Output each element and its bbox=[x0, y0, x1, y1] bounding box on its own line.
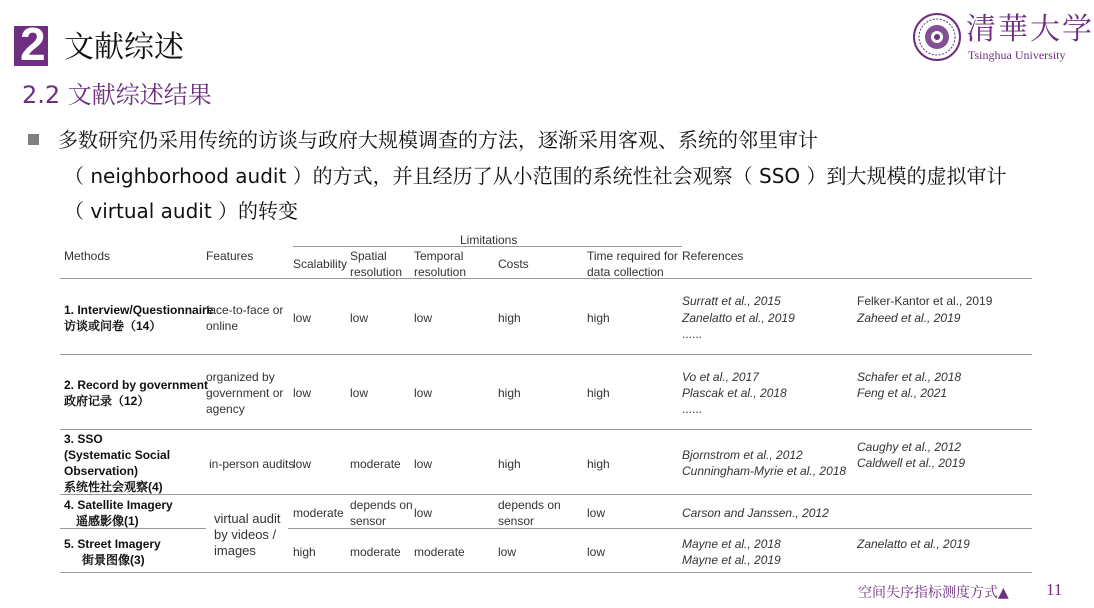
row1-ref-a3: ...... bbox=[682, 327, 703, 341]
row4-method-cn: 遥感影像(1) bbox=[76, 514, 139, 528]
bullet-marker bbox=[28, 134, 39, 145]
row3-spatial: moderate bbox=[350, 457, 401, 471]
header-temporal-line2: resolution bbox=[414, 265, 467, 279]
shared-feature-line3: images bbox=[214, 543, 256, 558]
row5-costs: low bbox=[498, 545, 517, 559]
logo-chinese-name: 清華大学 bbox=[966, 12, 1094, 47]
row3-method-line3: Observation) bbox=[64, 464, 139, 478]
row3-method-line2: (Systematic Social bbox=[64, 448, 171, 462]
row1-temporal: low bbox=[414, 311, 433, 325]
row1-method: 1. Interview/Questionnaire bbox=[64, 303, 214, 317]
header-bottom-rule bbox=[60, 278, 1032, 279]
row5-ref-a2: Mayne et al., 2019 bbox=[682, 553, 781, 567]
row2-ref-a2: Plascak et al., 2018 bbox=[682, 386, 787, 400]
row4-spatial-line1: depends on bbox=[350, 498, 413, 512]
header-spatial-line2: resolution bbox=[350, 265, 403, 279]
row-divider bbox=[60, 354, 1032, 355]
row3-temporal: low bbox=[414, 457, 433, 471]
row4-time: low bbox=[587, 506, 606, 520]
row2-temporal: low bbox=[414, 386, 433, 400]
row3-time: high bbox=[587, 457, 610, 471]
literature-review-table bbox=[60, 228, 1032, 578]
row1-ref-b2: Zaheed et al., 2019 bbox=[857, 311, 961, 325]
paragraph-line-1: 多数研究仍采用传统的访谈与政府大规模调查的方法，逐渐采用客观、系统的邻里审计 bbox=[58, 128, 818, 152]
row1-ref-b1: Felker-Kantor et al., 2019 bbox=[857, 294, 993, 308]
row2-feature-line3: agency bbox=[206, 402, 245, 416]
row3-feature: in-person audits bbox=[209, 457, 295, 471]
header-references: References bbox=[682, 249, 744, 263]
header-temporal-line1: Temporal bbox=[414, 249, 464, 263]
row4-costs-line1: depends on bbox=[498, 498, 561, 512]
row1-time: high bbox=[587, 311, 610, 325]
row1-ref-a2: Zanelatto et al., 2019 bbox=[682, 311, 795, 325]
paragraph-line-2: （ neighborhood audit ）的方式，并且经历了从小范围的系统性社会观察（ SSO ）到大规模的虚拟审计 bbox=[64, 164, 1007, 188]
row-divider-partial bbox=[288, 528, 1032, 529]
row5-spatial: moderate bbox=[350, 545, 401, 559]
row3-costs: high bbox=[498, 457, 521, 471]
row3-method: 3. SSO bbox=[64, 432, 103, 446]
row1-method-cn: 访谈或问卷（14） bbox=[64, 319, 162, 333]
row3-ref-a2: Cunningham-Myrie et al., 2018 bbox=[682, 464, 847, 478]
row2-ref-b1: Schafer et al., 2018 bbox=[857, 370, 962, 384]
row2-feature-line1: organized by bbox=[206, 370, 275, 384]
row4-temporal: low bbox=[414, 506, 433, 520]
shared-feature-line2: by videos / bbox=[214, 527, 277, 542]
row5-method: 5. Street Imagery bbox=[64, 537, 161, 551]
chapter-number: 2 bbox=[20, 18, 46, 70]
row2-ref-b2: Feng et al., 2021 bbox=[857, 386, 948, 400]
section-title: 2.2 文献综述结果 bbox=[22, 81, 212, 109]
header-costs: Costs bbox=[498, 257, 529, 271]
university-seal-icon bbox=[912, 12, 962, 62]
row1-feature-line2: online bbox=[206, 319, 239, 333]
header-methods: Methods bbox=[64, 249, 111, 263]
paragraph-line-3: （ virtual audit ）的转变 bbox=[64, 199, 299, 223]
header-time-line2: data collection bbox=[587, 265, 664, 279]
row1-costs: high bbox=[498, 311, 521, 325]
row2-costs: high bbox=[498, 386, 521, 400]
row1-feature-line1: face-to-face or bbox=[206, 303, 284, 317]
row4-method: 4. Satellite Imagery bbox=[64, 498, 173, 512]
row3-ref-b1: Caughy et al., 2012 bbox=[857, 440, 962, 454]
row2-method: 2. Record by government bbox=[64, 378, 209, 392]
row-divider bbox=[60, 494, 1032, 495]
row2-time: high bbox=[587, 386, 610, 400]
row1-scalability: low bbox=[293, 311, 312, 325]
row4-spatial-line2: sensor bbox=[350, 514, 387, 528]
row5-ref-b1: Zanelatto et al., 2019 bbox=[857, 537, 970, 551]
row1-spatial: low bbox=[350, 311, 369, 325]
row2-method-cn: 政府记录（12） bbox=[64, 394, 150, 408]
row5-ref-a1: Mayne et al., 2018 bbox=[682, 537, 781, 551]
row3-method-cn: 系统性社会观察(4) bbox=[64, 480, 163, 494]
row2-feature-line2: government or bbox=[206, 386, 284, 400]
chapter-title: 文献综述 bbox=[64, 30, 184, 65]
header-scalability: Scalability bbox=[293, 257, 348, 271]
logo-english-name: Tsinghua University bbox=[968, 48, 1066, 62]
row3-ref-a1: Bjornstrom et al., 2012 bbox=[682, 448, 803, 462]
row5-scalability: high bbox=[293, 545, 316, 559]
row3-scalability: low bbox=[293, 457, 312, 471]
footer-label: 空间失序指标测度方式▲ bbox=[858, 585, 1009, 601]
shared-feature-line1: virtual audit bbox=[214, 511, 281, 526]
header-limitations: Limitations bbox=[460, 233, 518, 247]
row1-ref-a1: Surratt et al., 2015 bbox=[682, 294, 781, 308]
table-bottom-rule bbox=[60, 572, 1032, 573]
row2-scalability: low bbox=[293, 386, 312, 400]
header-features: Features bbox=[206, 249, 254, 263]
row5-temporal: moderate bbox=[414, 545, 465, 559]
header-spatial-line1: Spatial bbox=[350, 249, 387, 263]
row2-ref-a1: Vo et al., 2017 bbox=[682, 370, 759, 384]
university-logo bbox=[912, 12, 1094, 68]
row4-ref-a1: Carson and Janssen., 2012 bbox=[682, 506, 829, 520]
row3-ref-b2: Caldwell et al., 2019 bbox=[857, 456, 966, 470]
row2-ref-a3: ...... bbox=[682, 402, 703, 416]
row-divider bbox=[60, 429, 1032, 430]
row4-costs-line2: sensor bbox=[498, 514, 535, 528]
header-time-line1: Time required for bbox=[587, 249, 678, 263]
row-divider-partial bbox=[60, 528, 206, 529]
row4-scalability: moderate bbox=[293, 506, 344, 520]
row5-method-cn: 街景图像(3) bbox=[82, 553, 145, 567]
row2-spatial: low bbox=[350, 386, 369, 400]
row5-time: low bbox=[587, 545, 606, 559]
page-number: 11 bbox=[1046, 580, 1063, 599]
